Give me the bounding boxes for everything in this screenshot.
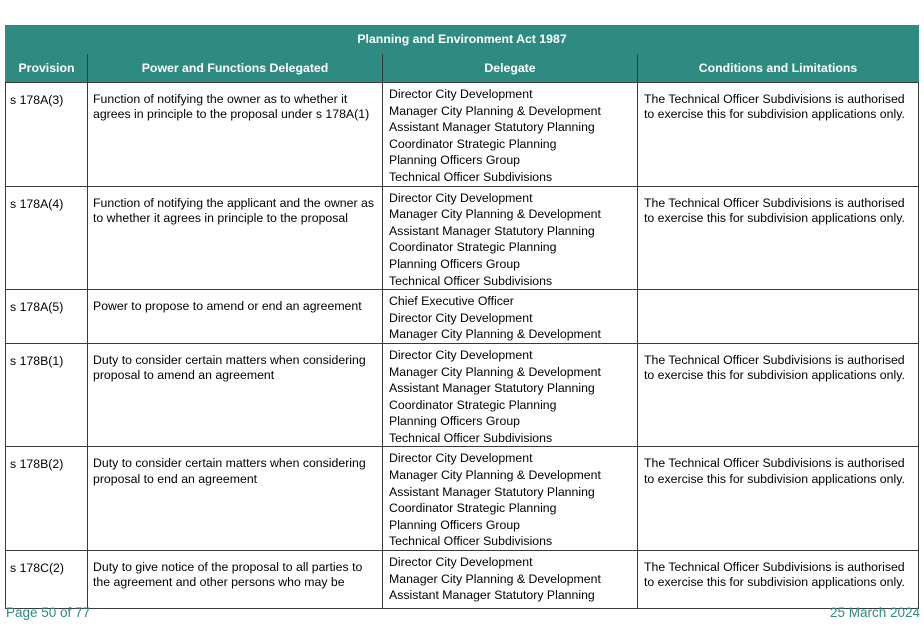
power-cell — [88, 551, 383, 609]
table-title: Planning and Environment Act 1987 — [6, 26, 919, 54]
header-conditions: Conditions and Limitations — [638, 54, 919, 83]
header-delegate: Delegate — [383, 54, 638, 83]
delegate-cell — [383, 447, 638, 551]
delegate-cell — [383, 551, 638, 609]
power-cell — [88, 83, 383, 187]
power-cell — [88, 343, 383, 447]
delegate-item: Manager City Planning & Development — [389, 364, 601, 379]
table-row — [6, 290, 919, 344]
delegate-item: Assistant Manager Statutory Planning — [389, 223, 595, 238]
conditions-text: The Technical Officer Subdivisions is authorised to exercise this for subdivision applications only. — [644, 352, 905, 383]
footer-date: 25 March 2024 — [829, 605, 920, 620]
power-text: Duty to give notice of the proposal to all parties to the agreement and other persons who may be — [93, 560, 363, 590]
provision-cell: s 178B(2) — [6, 447, 88, 551]
delegate-item: Technical Officer Subdivisions — [389, 273, 553, 288]
power-text: Function of notifying the applicant and the owner as to whether it agrees in principle to the proposal — [93, 195, 374, 225]
table-row — [6, 551, 919, 609]
delegate-item: Manager City Planning & Development — [389, 468, 601, 483]
header-provision: Provision — [6, 54, 88, 83]
delegate-item: Manager City Planning & Development — [389, 103, 601, 118]
provision-cell: s 178B(1) — [6, 343, 88, 447]
header-power: Power and Functions Delegated — [88, 54, 383, 83]
delegate-item: Director City Development — [389, 310, 533, 325]
conditions-text: The Technical Officer Subdivisions is authorised to exercise this for subdivision applications only. — [644, 92, 905, 122]
power-cell — [88, 447, 383, 551]
delegate-item: Director City Development — [389, 87, 533, 101]
power-text: Duty to consider certain matters when considering proposal to end an agreement — [93, 456, 366, 486]
conditions-cell — [638, 186, 919, 290]
delegate-item: Assistant Manager Statutory Planning — [389, 588, 595, 603]
delegate-item: Planning Officers Group — [389, 517, 521, 532]
power-text: Power to propose to amend or end an agreement — [93, 299, 362, 314]
delegate-item: Manager City Planning & Development — [389, 207, 601, 222]
table-row — [6, 447, 919, 551]
power-text: Function of notifying the owner as to whether it agrees in principle to the proposal under s 178A(1) — [93, 92, 370, 122]
page-number: Page 50 of 77 — [6, 605, 91, 620]
delegate-item: Director City Development — [389, 347, 533, 362]
table-row — [6, 83, 919, 187]
delegate-item: Technical Officer Subdivisions — [389, 430, 553, 445]
delegate-item: Technical Officer Subdivisions — [389, 169, 553, 184]
provision-cell: s 178A(5) — [6, 290, 88, 344]
delegate-item: Manager City Planning & Development — [389, 571, 601, 586]
conditions-cell — [638, 343, 919, 447]
table-row — [6, 186, 919, 290]
conditions-cell — [638, 290, 919, 344]
provision-cell: s 178C(2) — [6, 551, 88, 609]
delegate-item: Assistant Manager Statutory Planning — [389, 120, 595, 135]
delegate-item: Coordinator Strategic Planning — [389, 136, 557, 151]
delegate-item: Planning Officers Group — [389, 256, 521, 271]
delegate-item: Chief Executive Officer — [389, 294, 514, 309]
provision-cell: s 178A(4) — [6, 186, 88, 290]
delegate-cell — [383, 343, 638, 447]
delegate-item: Coordinator Strategic Planning — [389, 240, 557, 255]
delegate-item: Director City Development — [389, 190, 533, 205]
conditions-text: The Technical Officer Subdivisions is authorised to exercise this for subdivision applications only. — [644, 456, 905, 486]
conditions-cell — [638, 83, 919, 187]
conditions-cell — [638, 551, 919, 609]
delegate-item: Director City Development — [389, 555, 533, 570]
delegate-item: Director City Development — [389, 451, 533, 466]
conditions-cell — [638, 447, 919, 551]
table-row — [6, 343, 919, 447]
delegate-item: Coordinator Strategic Planning — [389, 397, 557, 412]
provision-cell: s 178A(3) — [6, 83, 88, 187]
delegate-cell — [383, 186, 638, 290]
delegation-table — [5, 25, 919, 609]
delegate-cell — [383, 83, 638, 187]
conditions-text: The Technical Officer Subdivisions is authorised to exercise this for subdivision applications only. — [644, 560, 905, 590]
table-body — [6, 83, 919, 609]
delegate-item: Coordinator Strategic Planning — [389, 501, 557, 516]
conditions-text: The Technical Officer Subdivisions is authorised to exercise this for subdivision applications only. — [644, 195, 905, 225]
delegate-item: Technical Officer Subdivisions — [389, 534, 553, 549]
delegate-item: Assistant Manager Statutory Planning — [389, 381, 595, 396]
power-cell — [88, 186, 383, 290]
delegate-item: Planning Officers Group — [389, 153, 521, 168]
power-text: Duty to consider certain matters when considering proposal to amend an agreement — [93, 352, 366, 383]
delegate-cell — [383, 290, 638, 344]
delegate-item: Assistant Manager Statutory Planning — [389, 484, 595, 499]
power-cell — [88, 290, 383, 344]
delegate-item: Planning Officers Group — [389, 414, 521, 429]
delegate-item: Manager City Planning & Development — [389, 327, 601, 342]
